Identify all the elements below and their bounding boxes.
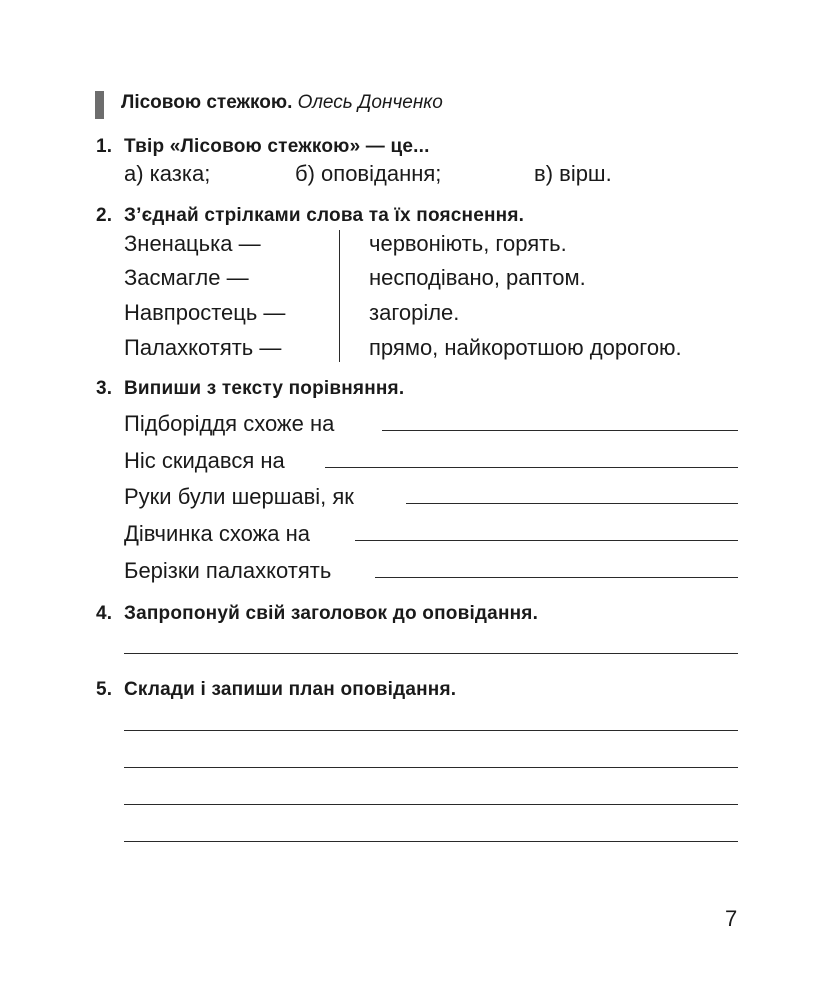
section-marker-bar: [95, 91, 104, 119]
answer-line[interactable]: [406, 503, 738, 504]
comparison-prompt: Берізки палахкотять: [124, 558, 332, 583]
comparison-prompt: Підборіддя схоже на: [124, 411, 335, 436]
task-1-option-a[interactable]: а) казка;: [124, 161, 211, 186]
task-5-number: 5.: [96, 679, 113, 700]
comparison-prompt: Руки були шершаві, як: [124, 484, 354, 509]
comparison-prompt: Ніс скидався на: [124, 448, 285, 473]
task-5-prompt: Склади і запиши план оповідання.: [124, 679, 457, 700]
answer-line[interactable]: [124, 767, 738, 768]
task-2-number: 2.: [96, 205, 113, 226]
match-word[interactable]: Навпростець —: [124, 300, 286, 325]
task-4-number: 4.: [96, 603, 113, 624]
answer-line[interactable]: [124, 653, 738, 654]
answer-line[interactable]: [124, 804, 738, 805]
task-2-prompt: З’єднай стрілками слова та їх пояснення.: [124, 205, 525, 226]
task-3-number: 3.: [96, 378, 113, 399]
answer-line[interactable]: [382, 430, 738, 431]
task-1-option-c[interactable]: в) вірш.: [534, 161, 612, 186]
match-meaning[interactable]: червоніють, горять.: [369, 231, 567, 256]
task-1-number: 1.: [96, 136, 113, 157]
page-number: 7: [725, 906, 738, 931]
task-3-prompt: Випиши з тексту порівняння.: [124, 378, 405, 399]
task-4-prompt: Запропонуй свій заголовок до оповідання.: [124, 603, 539, 624]
match-word[interactable]: Засмагле —: [124, 265, 249, 290]
answer-line[interactable]: [355, 540, 738, 541]
match-word[interactable]: Зненацька —: [124, 231, 261, 256]
answer-line[interactable]: [124, 841, 738, 842]
task-1-option-b[interactable]: б) оповідання;: [295, 161, 442, 186]
match-meaning[interactable]: прямо, найкоротшою дорогою.: [369, 335, 682, 360]
match-meaning[interactable]: загоріле.: [369, 300, 460, 325]
answer-line[interactable]: [325, 467, 738, 468]
match-meaning[interactable]: несподівано, раптом.: [369, 265, 586, 290]
match-word[interactable]: Палахкотять —: [124, 335, 282, 360]
story-title: Лісовою стежкою.: [121, 92, 293, 113]
task-1-prompt: Твір «Лісовою стежкою» — це...: [124, 136, 430, 157]
story-author: Олесь Донченко: [297, 92, 443, 113]
answer-line[interactable]: [375, 577, 738, 578]
match-divider: [339, 230, 340, 362]
comparison-prompt: Дівчинка схожа на: [124, 521, 311, 546]
section-heading: [121, 92, 443, 114]
answer-line[interactable]: [124, 730, 738, 731]
